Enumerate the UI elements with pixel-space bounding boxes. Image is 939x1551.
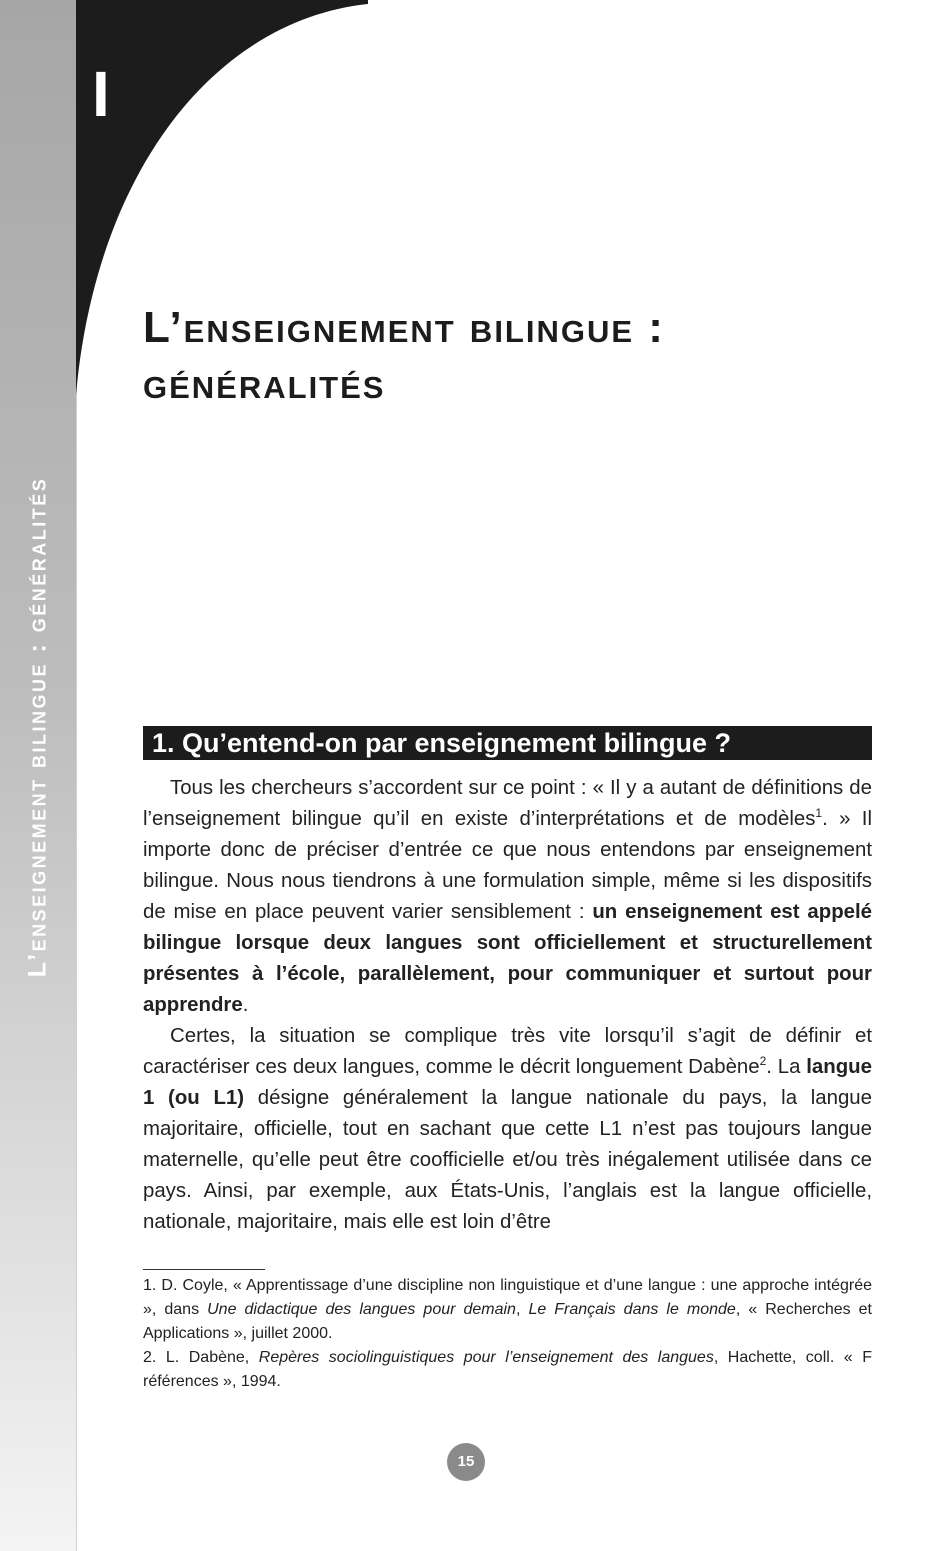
- page-number-badge: 15: [447, 1443, 485, 1481]
- footnote-1: [143, 1274, 872, 1346]
- paragraph-2-text: Certes, la situation se complique très vite lorsqu’il s’agit de définir et caractériser ces deux langues, comme le décrit longuement Dabène: [143, 1025, 872, 1078]
- footnote-1-sep: ,: [515, 1301, 529, 1318]
- langue1-bold: langue 1 (ou L1): [143, 1056, 872, 1109]
- footnote-2-text: 2. L. Dabène,: [143, 1349, 259, 1366]
- footnote-2: [143, 1346, 872, 1394]
- chapter-title-line1: L’enseignement bilingue :: [143, 303, 665, 352]
- section-heading: 1. Qu’entend-on par enseignement bilingue ?: [143, 726, 872, 760]
- part-marker: I: [92, 58, 110, 130]
- paragraph-1-end: .: [242, 994, 249, 1016]
- footnotes: [143, 1274, 872, 1394]
- footnote-rule: [143, 1269, 265, 1270]
- sidebar-vertical-title: L’enseignement bilingue : généralités: [23, 476, 52, 978]
- paragraph-1-text: Tous les chercheurs s’accordent sur ce point : « Il y a autant de définitions de l’enseignement bilingue qu’il en existe d’interprétations et de modèles: [143, 777, 872, 830]
- paragraph-2-text-end: désigne généralement la langue nationale du pays, la langue majoritaire, officielle, tout en sachant que cette L1 n’est pas toujours langue maternelle, qu’elle peut être coofficielle et/ou très inégalement utilisée dans ce pays. Ainsi, par exemple, aux États-Unis, l’anglais est la langue officielle, nationale, majoritaire, mais elle est loin d’être: [143, 1087, 872, 1233]
- definition-bold: un enseignement est appelé bilingue lorsque deux langues sont officiellement et structurellement présentes à l’école, parallèlement, pour communiquer et surtout pour apprendre: [143, 901, 872, 1016]
- paragraph-1-text-cont: . » Il importe donc de préciser d’entrée ce que nous entendons par enseignement bilingue. Nous nous tiendrons à une formulation simple, même si les dispositifs de mise en place peuvent varier sensiblement :: [143, 808, 872, 923]
- footnote-1-end: , « Recherches et Applications », juillet 2000.: [143, 1301, 873, 1342]
- footnote-1-title: Une didactique des langues pour demain: [207, 1301, 516, 1318]
- footnote-2-title: Repères sociolinguistiques pour l’enseignement des langues: [258, 1349, 714, 1366]
- footnote-ref-1: 1: [815, 806, 823, 821]
- footnote-1-journal: Le Français dans le monde: [528, 1301, 736, 1318]
- paragraph-1: [143, 773, 872, 1021]
- body-text: [143, 773, 872, 1238]
- chapter-title: [143, 300, 665, 412]
- paragraph-2: [143, 1021, 872, 1238]
- footnote-2-end: , Hachette, coll. « F références », 1994.: [143, 1349, 872, 1390]
- footnote-ref-2: 2: [759, 1054, 767, 1069]
- chapter-title-line2: généralités: [143, 359, 386, 408]
- footnote-1-text: 1. D. Coyle, « Apprentissage d’une discipline non linguistique et d’une langue : une approche intégrée », dans: [143, 1277, 872, 1318]
- paragraph-2-text-cont: . La: [766, 1056, 807, 1078]
